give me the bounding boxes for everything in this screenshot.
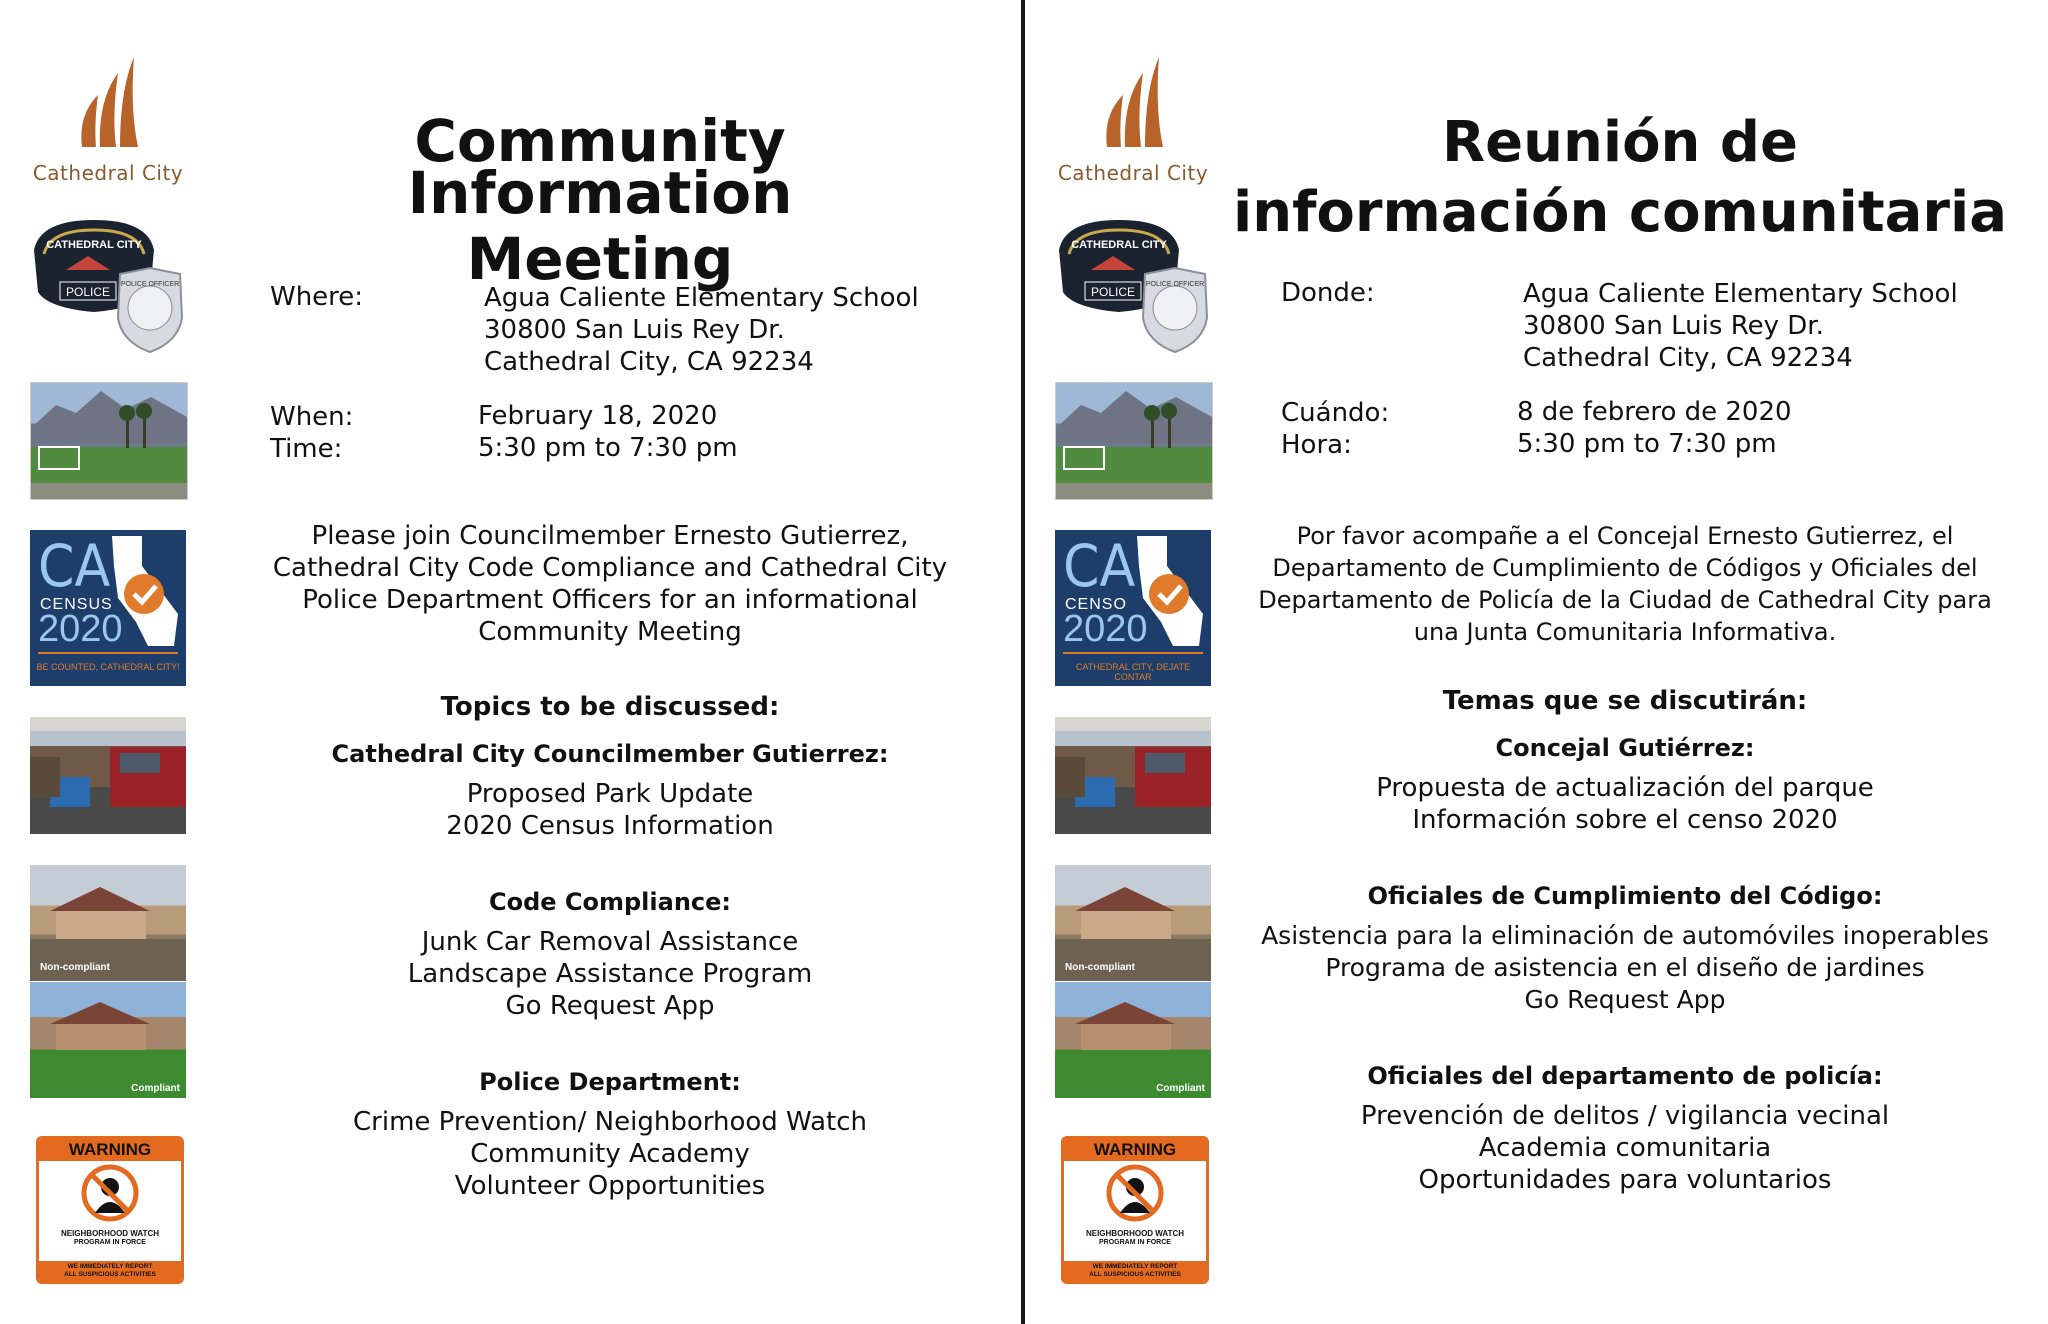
census-year: 2020 (1063, 608, 1148, 650)
section2-list (1225, 920, 2025, 1016)
warning-header: WARNING (39, 1139, 181, 1161)
address-line: Cathedral City, CA 92234 (1523, 343, 1853, 373)
logo-spires-icon (1093, 55, 1173, 155)
list-item: 2020 Census Information (446, 811, 774, 841)
section2-list (250, 926, 970, 1022)
cathedral-city-logo (1055, 55, 1211, 185)
warning-line1: NEIGHBORHOOD WATCH (1085, 1229, 1185, 1238)
invitation-line: Departamento de Cumplimiento de Códigos y Oficiales del (1272, 554, 1978, 582)
noncompliant-yard-photo (30, 865, 186, 981)
english-flyer (0, 0, 1023, 1324)
compliant-caption: Compliant (131, 1083, 180, 1094)
section3-list (250, 1106, 970, 1202)
section3-heading: Police Department: (479, 1068, 741, 1096)
time-label: Time: (270, 434, 343, 464)
title-line2: información comunitaria (1233, 180, 2007, 245)
page-title (1215, 108, 2025, 248)
patch-text: CATHEDRAL CITY (46, 239, 142, 251)
warning-footer-line2: ALL SUSPICIOUS ACTIVITIES (1089, 1271, 1181, 1278)
section1-list (250, 778, 970, 842)
badge-text: POLICE OFFICER (1145, 281, 1205, 288)
invitation-line: Por favor acompañe a el Concejal Ernesto Gutierrez, el (1296, 522, 1954, 550)
address-line: Agua Caliente Elementary School (484, 283, 919, 313)
cathedral-city-logo (30, 55, 186, 185)
warning-header: WARNING (1064, 1139, 1206, 1161)
park-photo (1055, 382, 1213, 500)
invitation-line: Please join Councilmember Ernesto Gutierrez, (311, 521, 909, 551)
warning-footer (1064, 1261, 1206, 1281)
time-value: 5:30 pm to 7:30 pm (1517, 429, 1777, 459)
section1-heading: Concejal Gutiérrez: (1495, 734, 1755, 762)
neighborhood-watch-sign (1061, 1136, 1209, 1284)
title-line2: Information Meeting (407, 159, 793, 293)
section1-list (1225, 772, 2025, 836)
warning-line2: PROGRAM IN FORCE (1099, 1239, 1171, 1246)
invitation-text (1225, 520, 2025, 648)
badge-text: POLICE OFFICER (120, 281, 180, 288)
section2-heading: Oficiales de Cumplimiento del Código: (1367, 882, 1883, 910)
logo-spires-icon (68, 55, 148, 155)
census-tagline: CATHEDRAL CITY, DEJATE CONTAR (1075, 662, 1191, 682)
patch-text: CATHEDRAL CITY (1071, 239, 1167, 251)
no-burglar-icon (1064, 1161, 1206, 1225)
compliant-yard-photo (30, 982, 186, 1098)
noncompliant-yard-photo (1055, 865, 1211, 981)
list-item: Programa de asistencia en el diseño de jardines (1325, 953, 1925, 982)
invitation-line: Departamento de Policía de la Ciudad de Cathedral City para (1258, 586, 1992, 614)
list-item: Propuesta de actualización del parque (1376, 773, 1874, 803)
where-label: Where: (270, 282, 364, 312)
warning-line2: PROGRAM IN FORCE (74, 1239, 146, 1246)
page-title (270, 108, 930, 292)
park-photo (30, 382, 188, 500)
time-value: 5:30 pm to 7:30 pm (478, 433, 738, 463)
address-line: 30800 San Luis Rey Dr. (484, 315, 785, 345)
title-line1: Reunión de (1442, 110, 1798, 175)
section3-list (1225, 1100, 2025, 1196)
invitation-line: Police Department Officers for an informational (302, 585, 918, 615)
section2-heading: Code Compliance: (488, 888, 732, 916)
where-address (1523, 278, 1958, 374)
warning-footer (39, 1261, 181, 1281)
topics-heading: Topics to be discussed: (440, 692, 780, 722)
section3-heading: Oficiales del departamento de policía: (1367, 1062, 1883, 1090)
invitation-line: una Junta Comunitaria Informativa. (1413, 618, 1837, 646)
spanish-flyer (1025, 0, 2048, 1324)
patch-label: POLICE (1090, 285, 1136, 299)
compliant-yard-photo (1055, 982, 1211, 1098)
logo-text: Cathedral City (1057, 161, 1209, 185)
time-label: Hora: (1281, 430, 1352, 460)
invitation-line: Cathedral City Code Compliance and Cathedral City (272, 553, 948, 583)
invitation-line: Community Meeting (478, 617, 742, 647)
junk-yard-photo (30, 717, 186, 834)
neighborhood-watch-sign (36, 1136, 184, 1284)
census-2020-logo (1055, 530, 1211, 686)
list-item: Proposed Park Update (466, 779, 754, 809)
patch-label: POLICE (65, 285, 111, 299)
warning-footer-line1: WE IMMEDIATELY REPORT (1092, 1263, 1178, 1270)
list-item: Prevención de delitos / vigilancia vecinal (1360, 1101, 1890, 1131)
list-item: Oportunidades para voluntarios (1418, 1165, 1832, 1195)
warning-footer-line1: WE IMMEDIATELY REPORT (67, 1263, 153, 1270)
police-badge-image (30, 212, 186, 354)
list-item: Go Request App (1524, 985, 1726, 1014)
census-2020-logo (30, 530, 186, 686)
list-item: Volunteer Opportunities (454, 1171, 766, 1201)
where-label: Donde: (1281, 278, 1375, 308)
warning-footer-line2: ALL SUSPICIOUS ACTIVITIES (64, 1271, 156, 1278)
title-line1: Community (414, 107, 786, 175)
list-item: Información sobre el censo 2020 (1412, 805, 1838, 835)
census-ca: CA (1063, 532, 1136, 600)
list-item: Community Academy (470, 1139, 750, 1169)
section1-heading: Cathedral City Councilmember Gutierrez: (331, 740, 889, 768)
no-burglar-icon (39, 1161, 181, 1225)
list-item: Crime Prevention/ Neighborhood Watch (353, 1107, 867, 1137)
census-year: 2020 (38, 608, 123, 650)
census-word: CENSUS (40, 596, 113, 613)
warning-line1: NEIGHBORHOOD WATCH (60, 1229, 160, 1238)
census-word: CENSO (1065, 596, 1127, 613)
list-item: Go Request App (505, 991, 715, 1021)
when-value: 8 de febrero de 2020 (1517, 397, 1792, 427)
noncompliant-caption: Non-compliant (1065, 962, 1135, 973)
list-item: Academia comunitaria (1478, 1133, 1772, 1163)
police-badge-image (1055, 212, 1211, 354)
where-address (484, 282, 919, 378)
census-ca: CA (38, 532, 111, 600)
when-label: When: (270, 402, 354, 432)
when-label: Cuándo: (1281, 398, 1390, 428)
compliant-caption: Compliant (1156, 1083, 1205, 1094)
list-item: Asistencia para la eliminación de automóviles inoperables (1261, 921, 1989, 950)
noncompliant-caption: Non-compliant (40, 962, 110, 973)
topics-heading: Temas que se discutirán: (1442, 686, 1808, 716)
list-item: Junk Car Removal Assistance (421, 927, 799, 957)
when-value: February 18, 2020 (478, 401, 718, 431)
logo-text: Cathedral City (32, 161, 184, 185)
address-line: Cathedral City, CA 92234 (484, 347, 814, 377)
invitation-text (250, 520, 970, 648)
list-item: Landscape Assistance Program (407, 959, 813, 989)
address-line: Agua Caliente Elementary School (1523, 279, 1958, 309)
census-tagline: BE COUNTED, CATHEDRAL CITY! (36, 662, 180, 672)
address-line: 30800 San Luis Rey Dr. (1523, 311, 1824, 341)
junk-yard-photo (1055, 717, 1211, 834)
